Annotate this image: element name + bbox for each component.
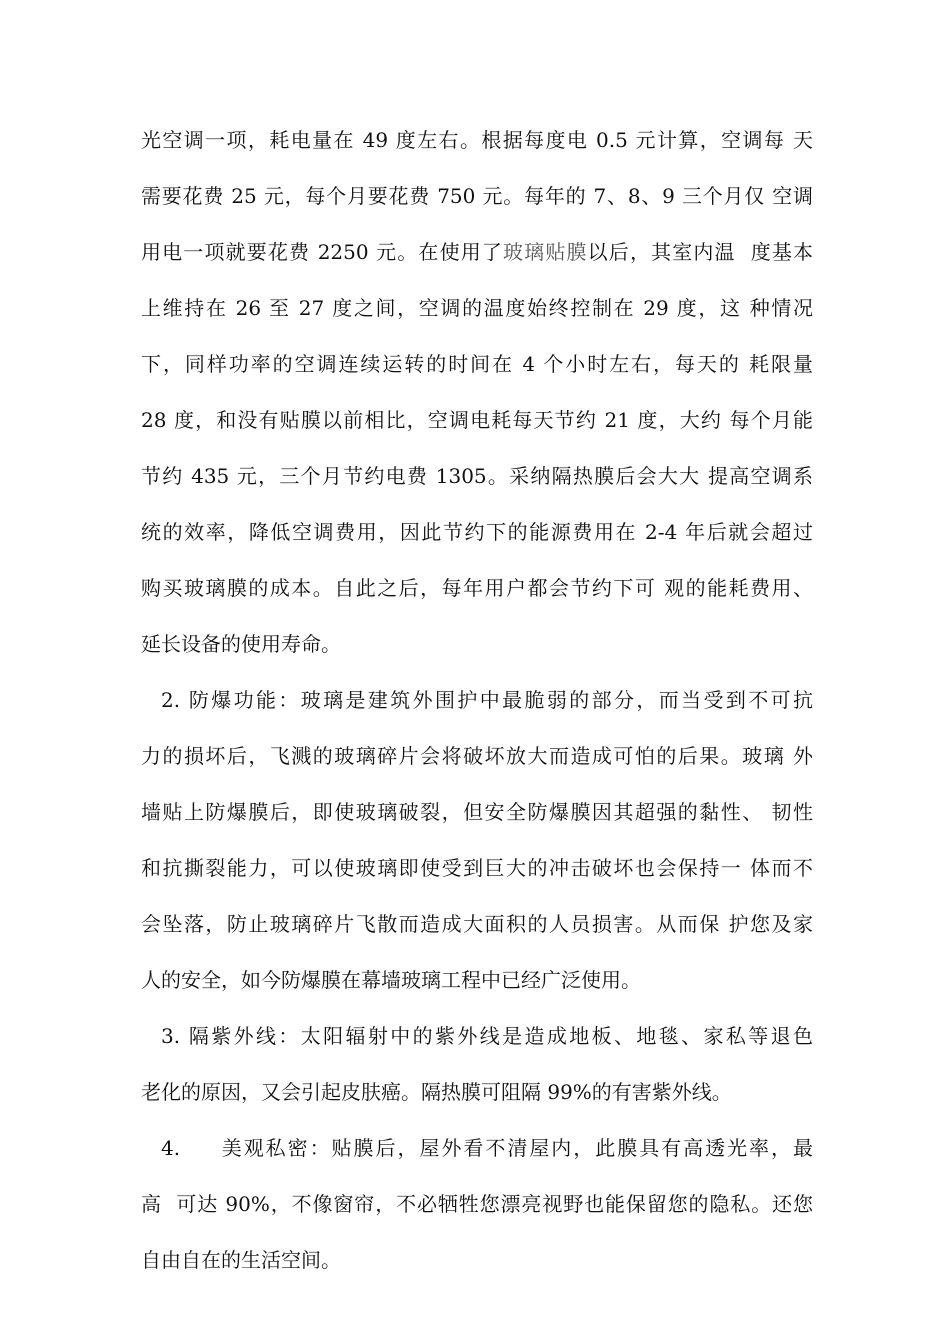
text-line-11: 2. 防爆功能：玻璃是建筑外围护中最脆弱的部分，而当受到不可抗 (161, 688, 813, 712)
text-line-17: 3. 隔紫外线：太阳辐射中的紫外线是造成地板、地毯、家私等退色 (161, 1024, 813, 1048)
text-line-13: 墙贴上防爆膜后，即使玻璃破裂，但安全防爆膜因其超强的黏性、 韧性 (141, 800, 813, 824)
text-line-3-tail: 以后，其室内温 度基本 (587, 240, 813, 264)
text-line-15: 会坠落，防止玻璃碎片飞散而造成大面积的人员损害。从而保 护您及家 (141, 912, 813, 936)
text-line-3 (141, 238, 813, 266)
text-line-3-head: 用电一项就要花费 2250 元。在使用了 (141, 240, 504, 264)
text-line-9: 购买玻璃膜的成本。自此之后，每年用户都会节约下可 观的能耗费用、 (141, 576, 813, 600)
text-line-14: 和抗撕裂能力，可以使玻璃即使受到巨大的冲击破坏也会保持一 体而不 (141, 856, 813, 880)
text-line-4: 上维持在 26 至 27 度之间，空调的温度始终控制在 29 度，这 种情况 (141, 296, 813, 320)
text-line-18: 老化的原因，又会引起皮肤癌。隔热膜可阻隔 99%的有害紫外线。 (141, 1080, 732, 1104)
text-line-12: 力的损坏后，飞溅的玻璃碎片会将破坏放大而造成可怕的后果。玻璃 外 (141, 744, 813, 768)
text-line-2: 需要花费 25 元，每个月要花费 750 元。每年的 7、8、9 三个月仅 空调 (141, 184, 813, 208)
text-line-5: 下，同样功率的空调连续运转的时间在 4 个小时左右，每天的 耗限量 (141, 352, 813, 376)
text-line-10: 延长设备的使用寿命。 (141, 632, 341, 656)
text-line-16: 人的安全，如今防爆膜在幕墙玻璃工程中已经广泛使用。 (141, 968, 641, 992)
text-line-6: 28 度，和没有贴膜以前相比，空调电耗每天节约 21 度，大约 每个月能 (141, 408, 813, 432)
text-line-19: 4. 美观私密：贴膜后，屋外看不清屋内，此膜具有高透光率，最 (161, 1136, 813, 1160)
text-line-21: 自由自在的生活空间。 (141, 1248, 341, 1272)
text-line-1: 光空调一项，耗电量在 49 度左右。根据每度电 0.5 元计算，空调每 天 (141, 128, 813, 152)
text-line-8: 统的效率，降低空调费用，因此节约下的能源费用在 2-4 年后就会超过 (141, 520, 813, 544)
text-line-7: 节约 435 元，三个月节约电费 1305。采纳隔热膜后会大大 提高空调系 (141, 464, 813, 488)
text-line-20: 高 可达 90%，不像窗帘，不必牺牲您漂亮视野也能保留您的隐私。还您 (141, 1192, 813, 1216)
glass-film-link[interactable]: 玻璃贴膜 (503, 240, 588, 264)
